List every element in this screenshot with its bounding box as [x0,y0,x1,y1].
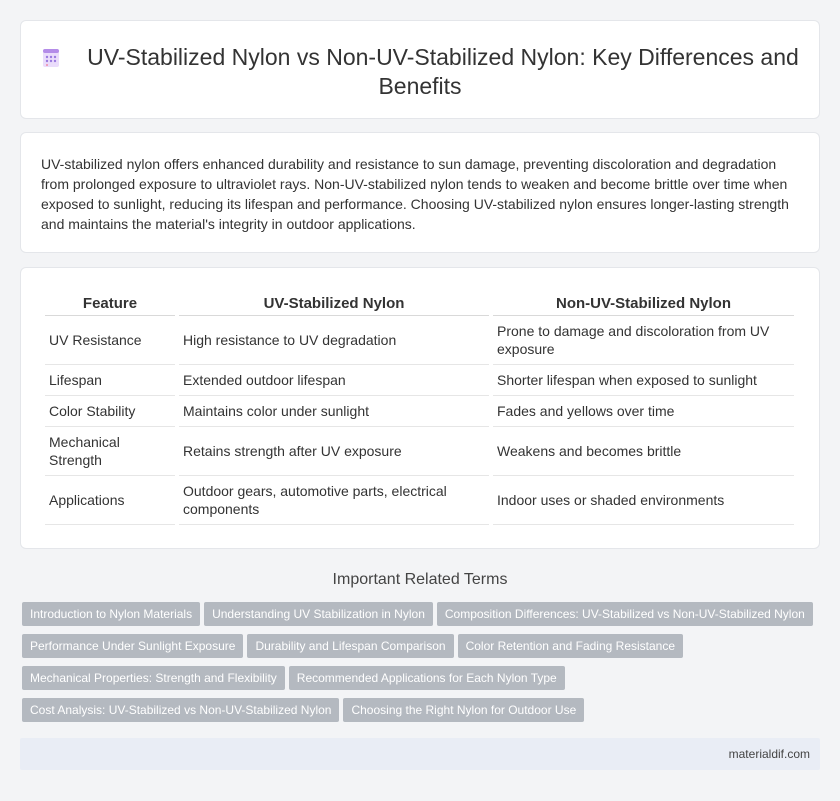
table-row [45,396,794,427]
table-row [45,427,794,476]
footer [20,738,820,770]
related-term-tag[interactable]: Composition Differences: UV-Stabilized vs Non-UV-Stabilized Nylon [437,602,813,626]
page-title [40,43,800,101]
related-term-tag[interactable]: Durability and Lifespan Comparison [247,634,453,658]
header-feature: Feature [45,291,175,316]
cell-uv: Extended outdoor lifespan [179,365,489,396]
table-row [45,476,794,525]
header-uv-stabilized: UV-Stabilized Nylon [179,291,489,316]
footer-site-link[interactable]: materialdif.com [728,747,810,761]
related-term-tag[interactable]: Color Retention and Fading Resistance [458,634,683,658]
page-title-text: UV-Stabilized Nylon vs Non-UV-Stabilized Nylon: Key Differences and Benefits [87,44,799,99]
related-term-tag[interactable]: Choosing the Right Nylon for Outdoor Use [343,698,584,722]
document-icon [41,46,61,66]
table-row [45,316,794,365]
header-non-uv-stabilized: Non-UV-Stabilized Nylon [493,291,794,316]
table-row [45,365,794,396]
cell-uv: Maintains color under sunlight [179,396,489,427]
related-term-tag[interactable]: Cost Analysis: UV-Stabilized vs Non-UV-Stabilized Nylon [22,698,339,722]
cell-uv: Retains strength after UV exposure [179,427,489,476]
cell-non-uv: Fades and yellows over time [493,396,794,427]
related-term-tag[interactable]: Understanding UV Stabilization in Nylon [204,602,433,626]
related-term-tag[interactable]: Recommended Applications for Each Nylon Type [289,666,565,690]
cell-feature: UV Resistance [45,316,175,365]
cell-uv: Outdoor gears, automotive parts, electrical components [179,476,489,525]
intro-paragraph: UV-stabilized nylon offers enhanced durability and resistance to sun damage, preventing discoloration and degradation from prolonged exposure to ultraviolet rays. Non-UV-stabilized nylon tends to weaken and become brittle over time when exposed to sunlight, reducing its lifespan and performance. Choosing UV-stabilized nylon ensures longer-lasting strength and maintains the material's integrity in outdoor applications. [41,156,789,232]
cell-non-uv: Weakens and becomes brittle [493,427,794,476]
cell-feature: Color Stability [45,396,175,427]
cell-non-uv: Shorter lifespan when exposed to sunlight [493,365,794,396]
cell-feature: Lifespan [45,365,175,396]
table-header-row [45,291,794,316]
related-term-tag[interactable]: Mechanical Properties: Strength and Flexibility [22,666,285,690]
header-card [20,20,820,119]
intro-card [20,132,820,253]
cell-feature: Applications [45,476,175,525]
cell-non-uv: Indoor uses or shaded environments [493,476,794,525]
cell-feature: Mechanical Strength [45,427,175,476]
cell-uv: High resistance to UV degradation [179,316,489,365]
cell-non-uv: Prone to damage and discoloration from UV exposure [493,316,794,365]
related-term-tag[interactable]: Introduction to Nylon Materials [22,602,200,626]
comparison-table [41,291,798,525]
related-terms-list [22,602,822,730]
related-term-tag[interactable]: Performance Under Sunlight Exposure [22,634,243,658]
comparison-card [20,267,820,549]
related-terms-title: Important Related Terms [332,571,508,588]
